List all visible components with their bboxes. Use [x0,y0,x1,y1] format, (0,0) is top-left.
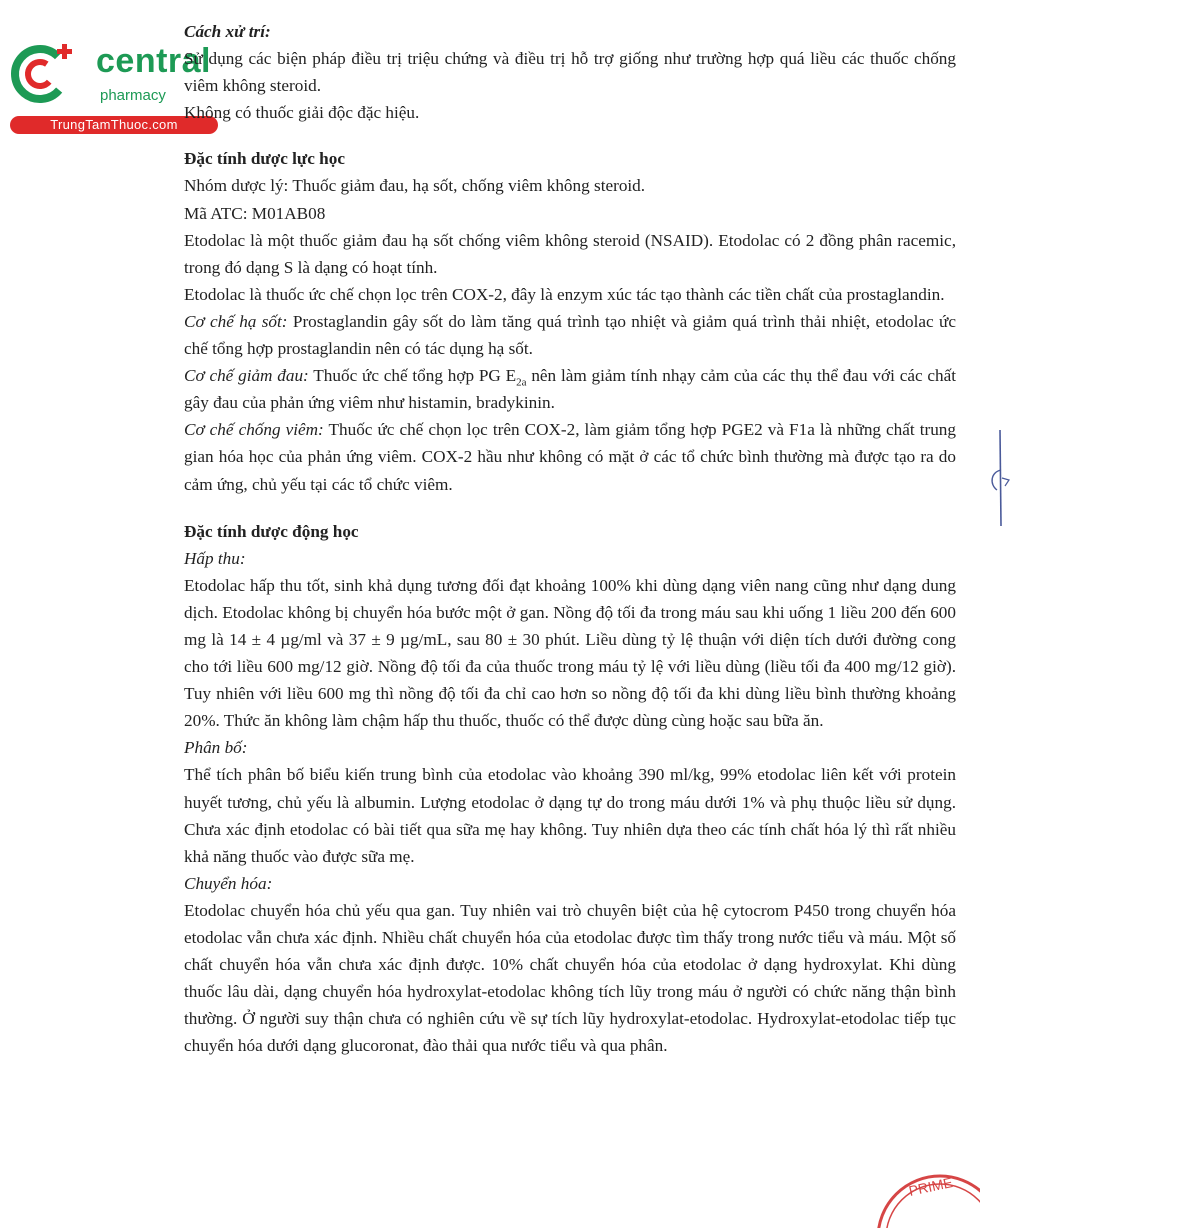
section-pharmacodynamics-heading: Đặc tính dược lực học [184,149,345,169]
document-body [184,18,956,1059]
anti-inflammatory-text: Thuốc ức chế chọn lọc trên COX-2, làm giảm tổng hợp PGE2 và F1a là những chất trung gian hóa học của phản ứng viêm. COX-2 hầu như không có mặt ở các tổ chức bình thường mà được tạo ra do cảm ứng, chủ yếu tại các tổ chức viêm. [184,420,956,494]
section-overdose-heading: Cách xử trí: [184,22,271,41]
analgesic-text-b: nên làm giảm tính nhạy cảm của các thụ thể đau với các chất gây đau của phản ứng viêm như histamin, bradykinin. [184,366,957,413]
analgesic-subscript: 2a [516,376,527,389]
antipyretic-mechanism-paragraph [184,308,956,362]
section-pharmacokinetics-heading: Đặc tính dược động học [184,521,359,541]
stamp-text: PRIME [907,1174,954,1199]
company-stamp [840,1168,980,1228]
analgesic-label: Cơ chế giảm đau: [184,366,309,386]
atc-code-line: Mã ATC: M01AB08 [184,203,326,223]
distribution-subheading: Phân bố: [184,738,248,758]
central-logo-icon [10,40,76,106]
absorption-subheading: Hấp thu: [184,548,246,568]
overdose-paragraph: Sử dụng các biện pháp điều trị triệu chứng và điều trị hỗ trợ giống như trường hợp quá liều các thuốc chống viêm không steroid. [184,49,956,96]
analgesic-text-a: Thuốc ức chế tổng hợp PG E [308,366,517,386]
cox2-paragraph: Etodolac là thuốc ức chế chọn lọc trên COX-2, đây là enzym xúc tác tạo thành các tiền chất của prostaglandin. [184,284,945,304]
anti-inflammatory-label: Cơ chế chống viêm: [184,420,324,440]
etodolac-description-paragraph: Etodolac là một thuốc giảm đau hạ sốt chống viêm không steroid (NSAID). Etodolac có 2 đồng phân racemic, trong đó dạng S là dạng có hoạt tính. [184,230,956,277]
metabolism-subheading: Chuyển hóa: [184,873,273,893]
anti-inflammatory-mechanism-paragraph [184,416,956,497]
logo-sub-text: pharmacy [100,87,166,104]
absorption-paragraph: Etodolac hấp thu tốt, sinh khả dụng tương đối đạt khoảng 100% khi dùng dạng viên nang cũng như dạng dung dịch. Etodolac không bị chuyển hóa bước một ở gan. Nồng độ tối đa trong máu sau khi uống 1 liều 200 đến 600 mg là 14 ± 4 µg/ml và 37 ± 9 µg/mL, sau 80 ± 30 phút. Liều dùng tỷ lệ thuận với diện tích dưới đường cong cho tới liều 600 mg/12 giờ. Nồng độ tối đa của thuốc trong máu tỷ lệ với liều dùng (liều tối đa 400 mg/12 giờ). Tuy nhiên với liều 600 mg thì nồng độ tối đa chỉ cao hơn so nồng độ tối đa khi dùng liều bình thường khoảng 20%. Thức ăn không làm chậm hấp thu thuốc, thuốc có thể được dùng cùng hoặc sau bữa ăn. [184,575,956,731]
margin-signature-mark [985,428,1015,528]
antipyretic-text: Prostaglandin gây sốt do làm tăng quá trình tạo nhiệt và giảm quá trình thải nhiệt, etodolac ức chế tổng hợp prostaglandin nên có tác dụng hạ sốt. [184,311,956,359]
distribution-paragraph: Thể tích phân bố biểu kiến trung bình của etodolac vào khoảng 390 ml/kg, 99% etodolac liên kết với protein huyết tương, chủ yếu là albumin. Lượng etodolac ở dạng tự do trong máu dưới 1% và phụ thuộc liều sử dụng. Chưa xác định etodolac có bài tiết qua sữa mẹ hay không. Tuy nhiên dựa theo các tính chất hóa lý thì rất nhiều khả năng thuốc vào được sữa mẹ. [184,765,956,866]
overdose-antidote-paragraph: Không có thuốc giải độc đặc hiệu. [184,103,420,123]
analgesic-mechanism-paragraph [184,362,956,416]
logo-brand-text: central [96,42,211,80]
logo-website-banner: TrungTamThuoc.com [10,116,218,134]
metabolism-paragraph: Etodolac chuyển hóa chủ yếu qua gan. Tuy nhiên vai trò chuyên biệt của hệ cytocrom P450 trong chuyển hóa etodolac vẫn chưa xác định. Nhiều chất chuyển hóa của etodolac được tìm thấy trong nước tiểu và máu. Một số chất chuyển hóa vẫn chưa xác định được. 10% chất chuyển hóa của etodolac ở dạng hydroxylat. Khi dùng thuốc lâu dài, dạng chuyển hóa hydroxylat-etodolac không tích lũy trong máu ở người có chức năng thận bình thường. Ở người suy thận chưa có nghiên cứu về sự tích lũy hydroxylat-etodolac. Hydroxylat-etodolac tiếp tục chuyển hóa dưới dạng glucoronat, đào thải qua nước tiểu và qua phân. [184,900,956,1056]
antipyretic-label: Cơ chế hạ sốt: [184,311,288,331]
pharmacology-group-line: Nhóm dược lý: Thuốc giảm đau, hạ sốt, chống viêm không steroid. [184,176,646,196]
